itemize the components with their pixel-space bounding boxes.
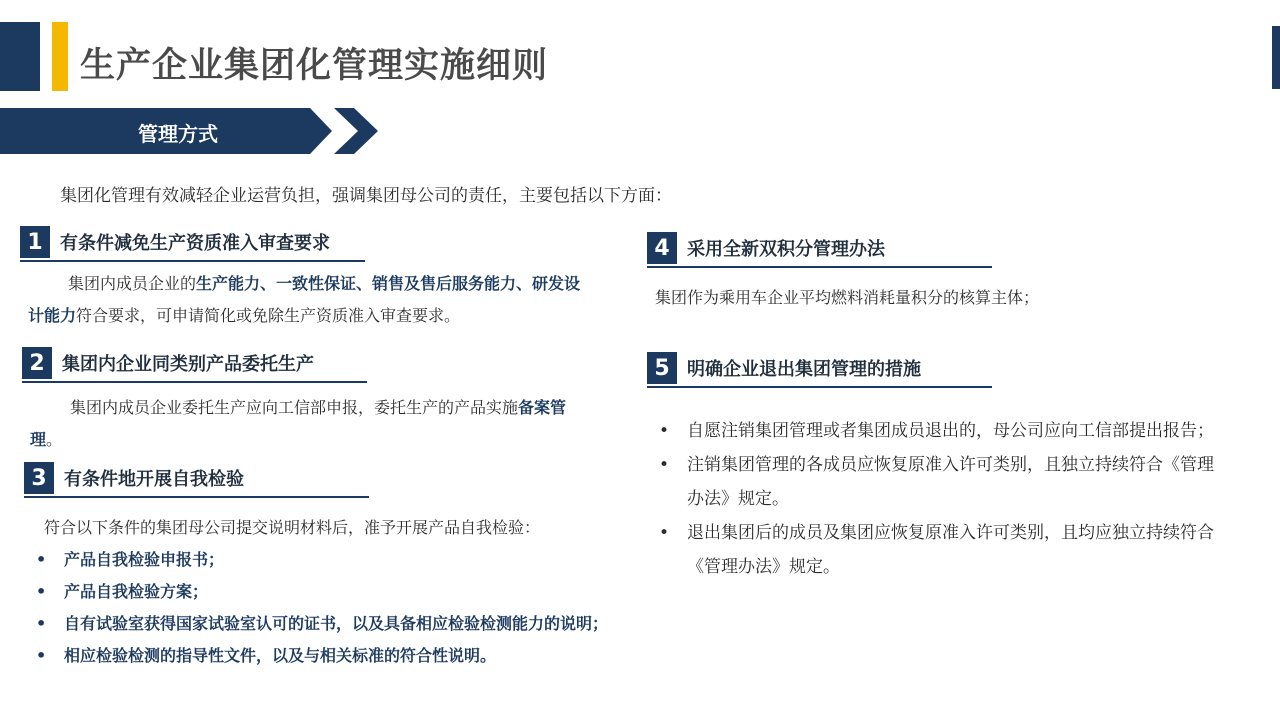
section-number: 3 xyxy=(24,462,54,494)
body-text: 集团内成员企业委托生产应向工信部申报，委托生产的产品实施 xyxy=(70,398,519,417)
list-item: • 注销集团管理的各成员应恢复原准入许可类别，且独立持续符合《管理办法》规定。 xyxy=(659,455,1214,509)
section-number: 2 xyxy=(22,347,52,379)
section-title: 明确企业退出集团管理的措施 xyxy=(687,359,921,380)
list-item: • 退出集团后的成员及集团应恢复原准入许可类别，且均应独立持续符合《管理办法》规定。 xyxy=(659,523,1214,577)
section-body xyxy=(30,392,590,456)
section-title: 集团内企业同类别产品委托生产 xyxy=(62,354,314,375)
list-item: • 产品自我检验申报书； xyxy=(36,550,225,569)
list-item: • 相应检验检测的指导性文件，以及与相关标准的符合性说明。 xyxy=(36,646,497,665)
section-1 xyxy=(20,226,600,332)
list-item: • 自有试验室获得国家试验室认可的证书，以及具备相应检验检测能力的说明； xyxy=(36,614,609,633)
header-left-bar xyxy=(0,22,40,91)
section-4 xyxy=(647,232,1247,314)
section-number: 1 xyxy=(20,226,50,258)
bullet-list xyxy=(24,544,614,672)
banner-label: 管理方式 xyxy=(138,122,218,146)
section-body: 符合以下条件的集团母公司提交说明材料后，准予开展产品自我检验： xyxy=(44,518,541,537)
list-item: • 产品自我检验方案； xyxy=(36,582,209,601)
bullet-list xyxy=(647,414,1227,584)
section-3 xyxy=(24,462,624,672)
section-title: 有条件地开展自我检验 xyxy=(64,469,244,490)
list-item: • 自愿注销集团管理或者集团成员退出的，母公司应向工信部提出报告； xyxy=(659,421,1214,441)
body-text: 。 xyxy=(46,430,63,449)
section-5 xyxy=(647,352,1247,584)
section-underline xyxy=(647,266,992,268)
header-right-bar xyxy=(1272,26,1280,89)
section-underline xyxy=(20,260,365,262)
section-number: 4 xyxy=(647,232,677,264)
intro-text: 集团化管理有效减轻企业运营负担，强调集团母公司的责任，主要包括以下方面： xyxy=(60,186,672,206)
body-text: 集团内成员企业的 xyxy=(68,274,197,293)
page-title: 生产企业集团化管理实施细则 xyxy=(80,46,549,86)
body-highlight: 备案管理 xyxy=(30,398,567,449)
section-body: 集团作为乘用车企业平均燃料消耗量积分的核算主体； xyxy=(655,288,1040,307)
section-2 xyxy=(22,347,602,456)
section-underline xyxy=(24,496,369,498)
section-title: 有条件减免生产资质准入审查要求 xyxy=(60,233,330,254)
body-text: 符合要求，可申请简化或免除生产资质准入审查要求。 xyxy=(76,306,461,325)
section-body xyxy=(28,268,588,332)
header-accent-bar xyxy=(52,22,68,91)
section-underline xyxy=(22,381,367,383)
body-highlight: 生产能力、一致性保证、销售及售后服务能力、研发设计能力 xyxy=(28,274,581,325)
section-underline xyxy=(647,386,992,388)
section-number: 5 xyxy=(647,352,677,384)
section-title: 采用全新双积分管理办法 xyxy=(687,239,885,260)
